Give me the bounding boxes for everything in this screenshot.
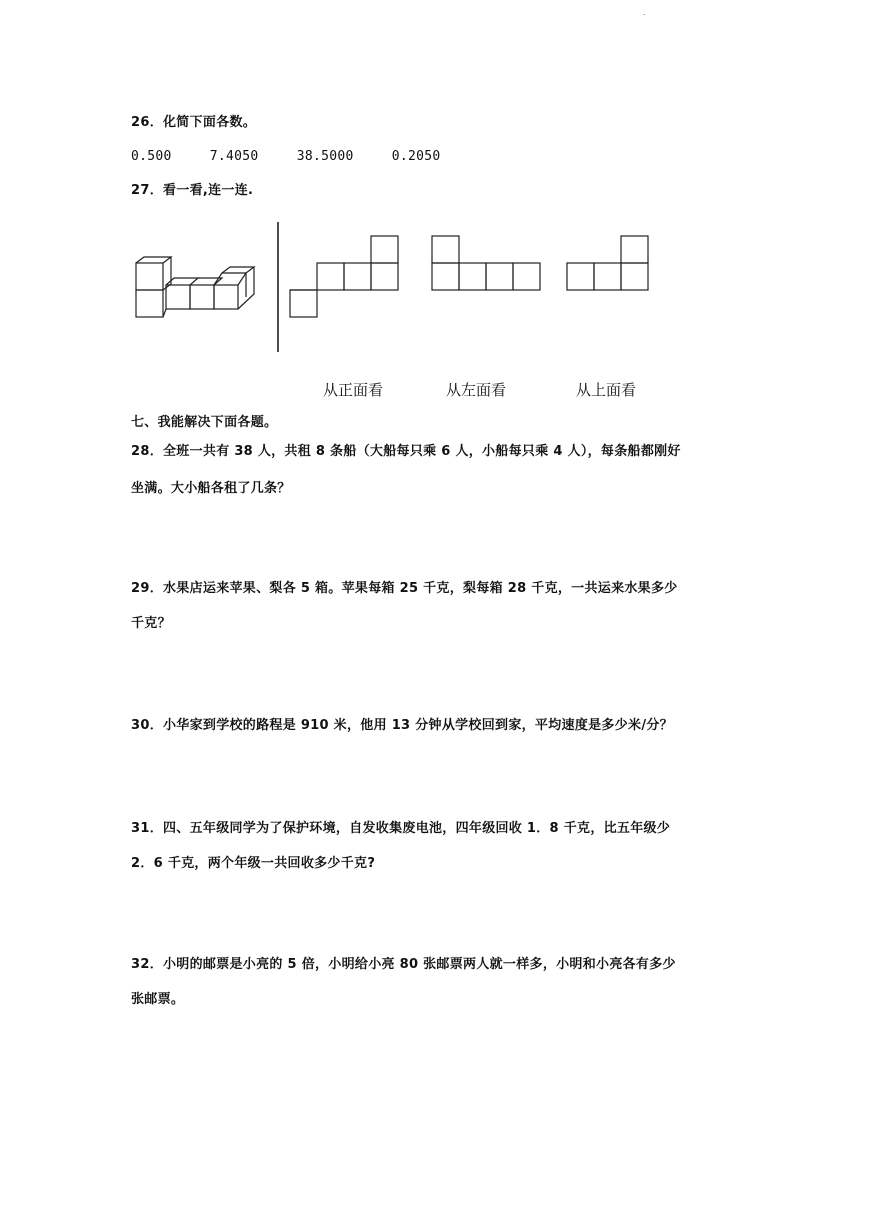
q30-line-1: 30．小华家到学校的路程是 910 米，他用 13 分钟从学校回到家，平均速度是多少米/分？ — [131, 718, 673, 733]
view-shape-a — [290, 236, 398, 317]
cube-row-1 — [166, 285, 190, 309]
view-label-top: 从上面看 — [576, 381, 637, 399]
q26-number-3: 38.5000 — [296, 149, 354, 164]
cube-row-3 — [214, 285, 238, 309]
q26-number-1: 0.500 — [131, 149, 172, 164]
q29-line-1: 29．水果店运来苹果、梨各 5 箱。苹果每箱 25 千克，梨每箱 28 千克，一共运来水果多少 — [131, 581, 678, 596]
cube-row-2 — [190, 285, 214, 309]
q32-line-2: 张邮票。 — [131, 992, 185, 1007]
corner-mark: . — [643, 8, 646, 17]
view-label-left: 从左面看 — [446, 381, 507, 399]
q28-line-1: 28．全班一共有 38 人，共租 8 条船（大船每只乘 6 人，小船每只乘 4 人），每条船都刚好 — [131, 444, 681, 459]
q32-line-1: 32．小明的邮票是小亮的 5 倍，小明给小亮 80 张邮票两人就一样多，小明和小亮各有多少 — [131, 957, 676, 972]
q27-title: 27．看一看,连一连. — [131, 183, 254, 198]
q26-number-2: 7.4050 — [209, 149, 259, 164]
q26-number-4: 0.2050 — [391, 149, 441, 164]
solid-shape — [136, 257, 254, 317]
q26-title: 26．化简下面各数。 — [131, 115, 257, 130]
q27-figure — [0, 0, 869, 400]
view-shape-b — [432, 236, 540, 290]
view-label-front: 从正面看 — [323, 381, 384, 399]
q31-line-2: 2．6 千克，两个年级一共回收多少千克? — [131, 856, 376, 871]
q31-line-1: 31．四、五年级同学为了保护环境，自发收集废电池，四年级回收 1．8 千克，比五年级少 — [131, 821, 671, 836]
cube-front-bottom — [136, 290, 163, 317]
q28-line-2: 坐满。大小船各租了几条？ — [131, 481, 291, 496]
cube-front-top — [136, 263, 163, 290]
q29-line-2: 千克？ — [131, 616, 171, 631]
view-shape-c — [567, 236, 648, 290]
section-7-title: 七、我能解决下面各题。 — [131, 415, 278, 430]
